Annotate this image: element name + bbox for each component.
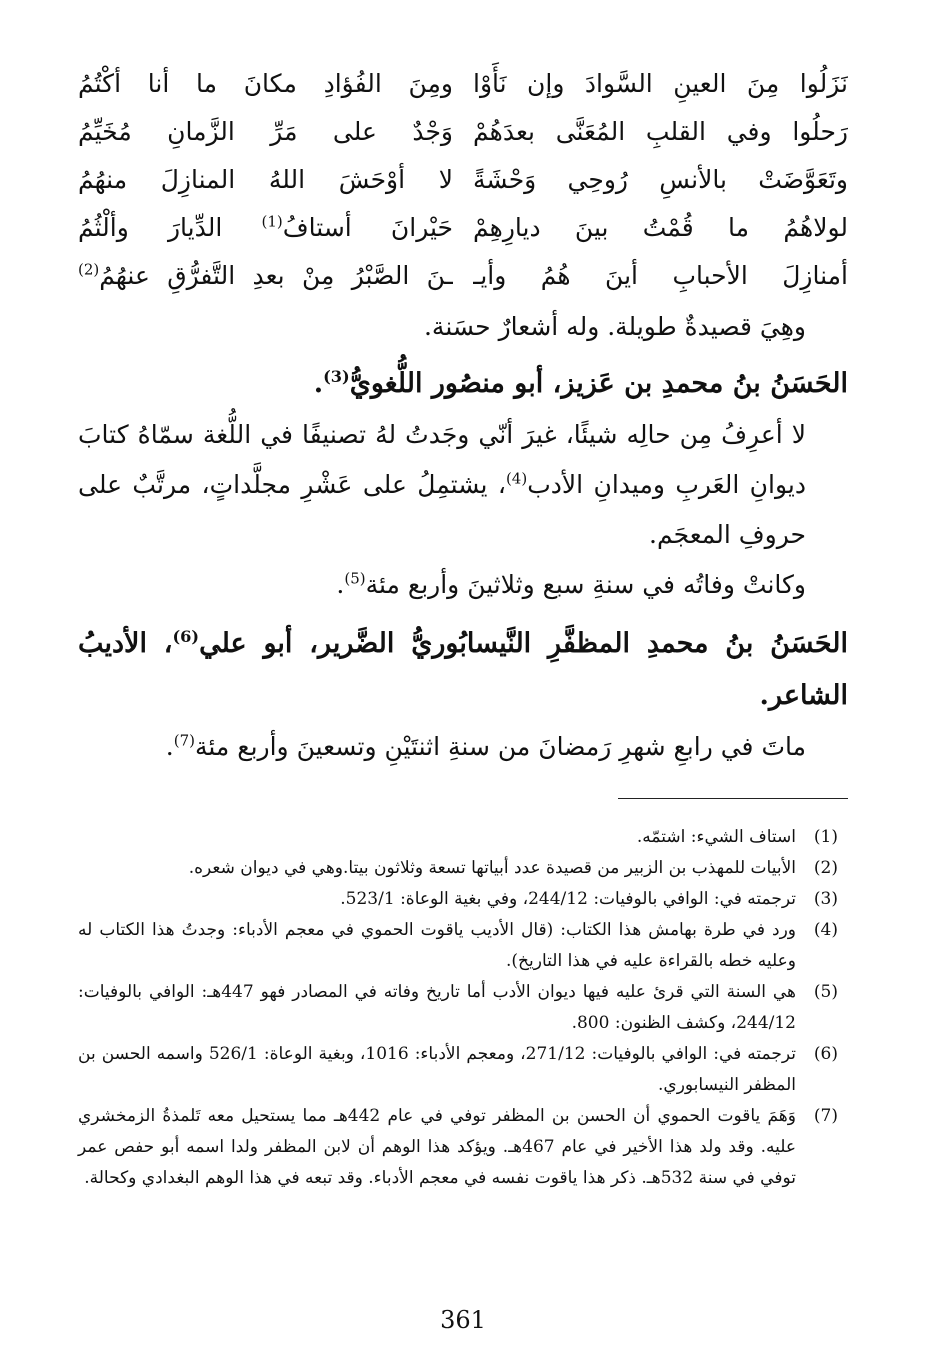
- hemistich-text: حَيْرانَ أستافُ: [282, 213, 453, 242]
- footnote-text: ترجمته في: الوافي بالوفيات: 271/12، ومعجم الأدباء: 1016، وبغية الوعاة: 526/1 واسمه الحسن بن المظفر النيسابوري.: [78, 1044, 797, 1095]
- paragraph-period: .: [336, 570, 345, 599]
- footnote-ref[interactable]: (2): [78, 260, 100, 279]
- footnote: [78, 1101, 848, 1194]
- verse-first-hemistich: وتَعَوَّضَتْ بالأنسِ رُوحِي وَحْشَةً: [473, 165, 848, 194]
- footnote: [78, 853, 848, 884]
- paragraph-text: وكانتْ وفاتُه في سنةِ سبع وثلاثينَ وأربع مئة: [365, 570, 806, 599]
- poem: [78, 60, 848, 300]
- footnote-text: وَهَمَ ياقوت الحموي أن الحسن بن المظفر توفي في عام 442هـ مما يستحيل معه تَلمذةُ الزمخشري عليه. وقد ولد هذا الأخير في عام 467هـ. ويؤكد هذا الوهم أن لابن المظفر ولدا اسمه أبو حفص عمر توفي في سنة 532هـ. ذكر هذا ياقوت نفسه في معجم الأدباء. وقد تبعه في هذا الوهم البغدادي وكحالة.: [78, 1106, 796, 1188]
- footnote: [78, 822, 848, 853]
- heading-text: الحَسَنُ بنُ محمدِ المظفَّرِ النَّيسابُوريُّ الضَّرير، أبو علي: [199, 628, 848, 659]
- footnote-number: (7): [813, 1106, 838, 1126]
- verse-first-hemistich: أمنازِلَ الأحبابِ أينَ هُمُ وأيـ: [473, 261, 848, 290]
- entry-paragraph: [78, 560, 848, 610]
- verse-second-hemistich: لا أوْحَشَ اللهُ المنازِلَ منهُمُ: [78, 165, 453, 194]
- paragraph-text: ماتَ في رابعِ شهرِ رَمضانَ من سنةِ اثنتَيْنِ وتسعينَ وأربع مئة: [194, 732, 806, 761]
- footnote: [78, 915, 848, 977]
- footnote-number: (6): [813, 1044, 838, 1064]
- hemistich-text: الدِّيارَ وألْثُمُ: [78, 213, 262, 242]
- footnote-text: ترجمته في: الوافي بالوفيات: 244/12، وفي بغية الوعاة: 523/1.: [340, 889, 796, 909]
- footnote-ref[interactable]: (7): [173, 731, 195, 750]
- verse-2: [78, 108, 848, 156]
- footnote-text: ورد في طرة بهامش هذا الكتاب: (قال الأديب ياقوت الحموي في معجم الأدباء: وجدتُ هذا الكتاب له وعليه خطه بالقراءة عليه في هذا التاريخ).: [78, 920, 796, 971]
- paragraph-text: لا أعرِفُ مِن حالِه شيئًا، غيرَ أنّي وجَدتُ لهُ تصنيفًا في اللُّغة سمّاهُ كتابَ ديوانِ العَربِ وميدانِ الأدب: [78, 420, 806, 499]
- footnote-separator: [618, 798, 848, 799]
- verse-second-hemistich: [78, 252, 453, 300]
- footnote: [78, 1039, 848, 1101]
- footnote-ref[interactable]: (6): [172, 627, 200, 646]
- footnote: [78, 884, 848, 915]
- footnote-text: هي السنة التي قرئ عليه فيها ديوان الأدب أما تاريخ وفاته في المصادر فهو 447هـ: الوافي بالوفيات: 244/12، وكشف الظنون: 800.: [78, 982, 797, 1033]
- verse-first-hemistich: رَحلُوا وفي القلبِ المُعَنَّى بعدَهُمْ: [473, 117, 848, 146]
- footnote-ref[interactable]: (3): [323, 367, 350, 386]
- verse-second-hemistich: ومِنَ الفُؤادِ مكانَ ما أنا أكْتُمُ: [78, 69, 453, 98]
- verse-4: [78, 204, 848, 252]
- heading-period: .: [313, 368, 324, 399]
- footnote-ref[interactable]: (4): [505, 469, 528, 488]
- entry-paragraph: [78, 410, 848, 560]
- entry-heading: [78, 358, 848, 410]
- verse-second-hemistich: وَجْدٌ على مَرِّ الزَّمانِ مُخَيِّمُ: [78, 117, 453, 146]
- verse-second-hemistich: [78, 204, 453, 252]
- hemistich-text: ـنَ الصَّبْرُ مِنْ بعدِ التَّفرُّقِ عنهُمُ: [99, 261, 453, 290]
- footnote-ref[interactable]: (5): [344, 569, 366, 588]
- verse-first-hemistich: نَزَلُوا مِنَ العينِ السَّوادَ وإن نَأَوْا: [473, 69, 848, 98]
- verse-5: [78, 252, 848, 300]
- page-number: 361: [440, 1306, 486, 1334]
- verse-3: [78, 156, 848, 204]
- footnote-text: استاف الشيء: اشتمّه.: [636, 827, 796, 847]
- footnote-number: (1): [813, 827, 838, 847]
- book-page: [78, 60, 848, 1340]
- footnotes: [78, 822, 848, 1194]
- poem-note: وهِيَ قصيدةٌ طويلة. وله أشعارٌ حسَنة.: [423, 312, 806, 341]
- footnote-ref[interactable]: (1): [261, 212, 283, 231]
- heading-text: الحَسَنُ بنُ محمدِ بن عَزيز، أبو منصُور اللُّغويُّ: [349, 368, 848, 399]
- footnote: [78, 977, 848, 1039]
- footnote-number: (4): [813, 920, 838, 940]
- verse-1: [78, 60, 848, 108]
- paragraph-period: .: [165, 732, 174, 761]
- heading-text: ، الأديبُ الشاعر.: [78, 628, 848, 711]
- footnote-number: (5): [813, 982, 838, 1002]
- verse-first-hemistich: لولاهُمُ ما قُمْتُ بينَ ديارِهِمْ: [473, 213, 848, 242]
- paragraph-text: ، يشتمِلُ على عَشْرِ مجلَّداتٍ، مرتَّبٌ على حروفِ المعجَم.: [78, 470, 806, 549]
- entry-heading: [78, 618, 848, 722]
- entry-paragraph: [78, 722, 848, 772]
- footnote-number: (3): [813, 889, 838, 909]
- footnote-text: الأبيات للمهذب بن الزبير من قصيدة عدد أبياتها تسعة وثلاثون بيتا.وهي في ديوان شعره.: [188, 858, 796, 878]
- footnote-number: (2): [813, 858, 838, 878]
